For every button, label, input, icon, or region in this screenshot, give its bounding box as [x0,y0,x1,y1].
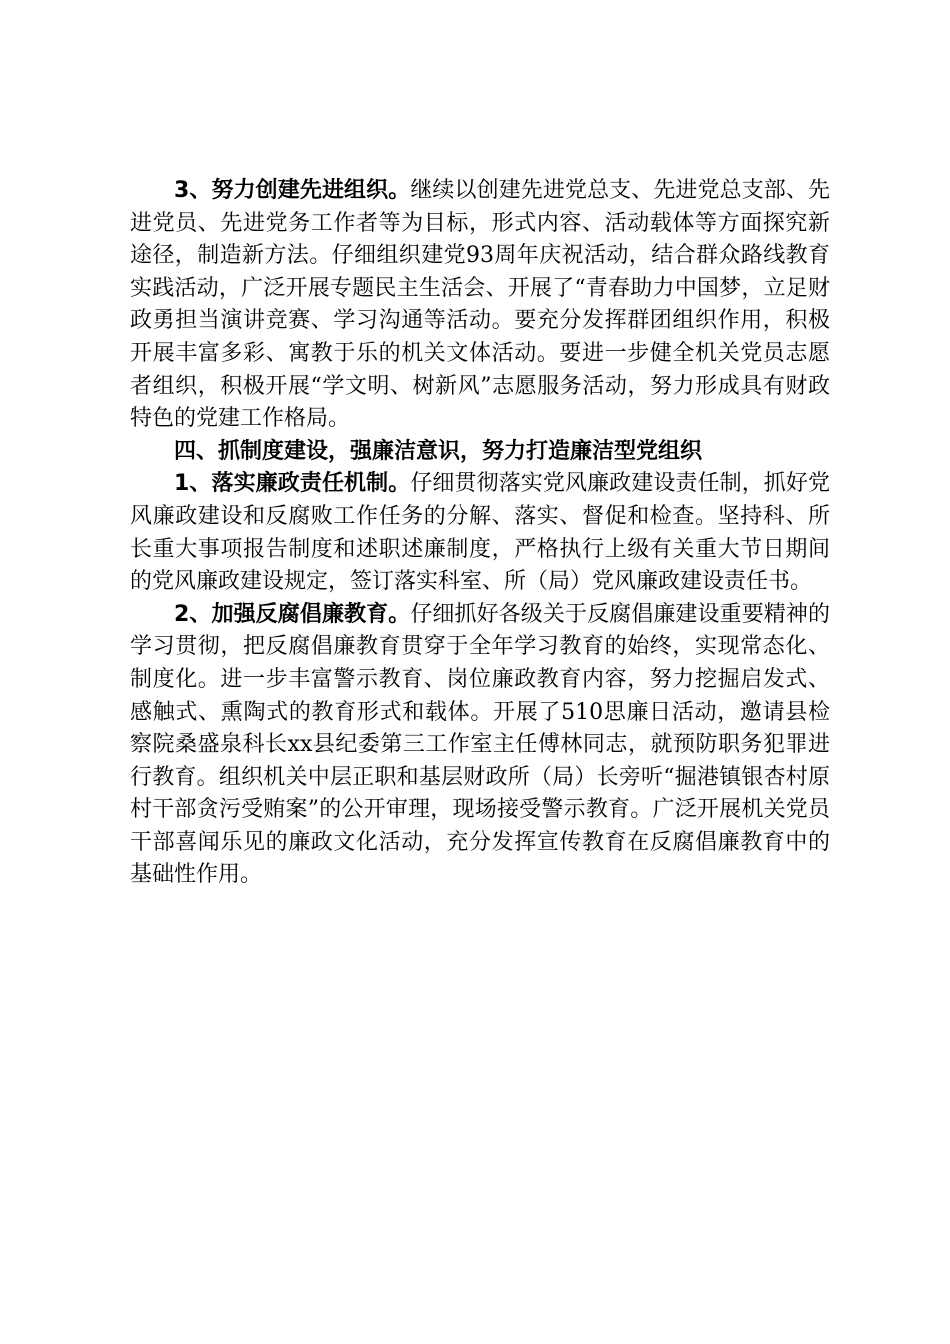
paragraph-text: 仔细抓好各级关于反腐倡廉建设重要精神的学习贯彻，把反腐倡廉教育贯穿于全年学习教育的始终，实现常态化、制度化。进一步丰富警示教育、岗位廉政教育内容，努力挖掘启发式、感触式、熏陶式的教育形式和载体。开展了510思廉日活动，邀请县检察院桑盛泉科长xx县纪委第三工作室主任傅林同志，就预防职务犯罪进行教育。组织机关中层正职和基层财政所（局）长旁听“掘港镇银杏村原村干部贪污受贿案”的公开审理，现场接受警示教育。广泛开展机关党员干部喜闻乐见的廉政文化活动，充分发挥宣传教育在反腐倡廉教育中的基础性作用。 [130,601,830,888]
section-heading: 四、抓制度建设，强廉洁意识，努力打造廉洁型党组织 [174,438,703,464]
paragraph-integrity-responsibility [130,468,830,598]
paragraph-anticorruption-education [130,599,830,892]
paragraph-advanced-organization [130,175,830,436]
paragraph-text: 仔细贯彻落实党风廉政建设责任制，抓好党风廉政建设和反腐败工作任务的分解、落实、督促和检查。坚持科、所长重大事项报告制度和述职述廉制度，严格执行上级有关重大节日期间的党风廉政建设规定，签订落实科室、所（局）党风廉政建设责任书。 [130,471,830,595]
paragraph-text: 继续以创建先进党总支、先进党总支部、先进党员、先进党务工作者等为目标，形式内容、活动载体等方面探究新途径，制造新方法。仔细组织建党93周年庆祝活动，结合群众路线教育实践活动，广泛开展专题民主生活会、开展了“青春助力中国梦，立足财政勇担当演讲竞赛、学习沟通等活动。要充分发挥群团组织作用，积极开展丰富多彩、寓教于乐的机关文体活动。要进一步健全机关党员志愿者组织，积极开展“学文明、树新风”志愿服务活动，努力形成具有财政特色的党建工作格局。 [130,178,830,432]
paragraph-lead: 2、加强反腐倡廉教育。 [174,601,411,627]
paragraph-lead: 1、落实廉政责任机制。 [174,471,411,497]
paragraph-lead: 3、努力创建先进组织。 [174,178,411,203]
document-body [130,175,830,892]
